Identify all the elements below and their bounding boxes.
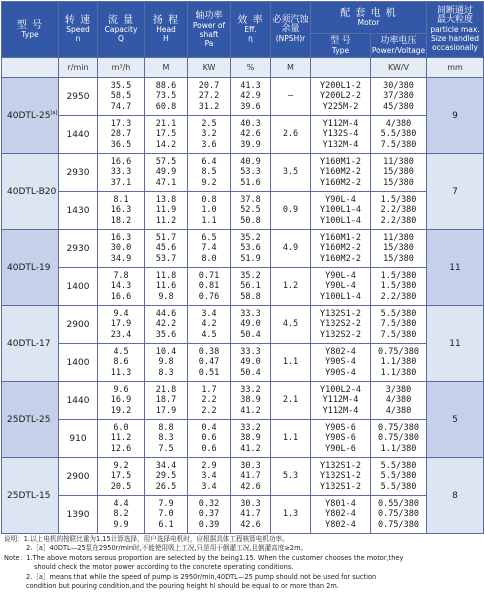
- table-row: [2, 382, 484, 420]
- notes: [4, 535, 482, 591]
- speed-cell: 2930: [59, 154, 98, 192]
- unit-speed: r/min: [59, 58, 98, 78]
- capacity-cell: 16.6 33.3 37.1: [98, 154, 145, 192]
- particle-cell: 9: [427, 78, 484, 154]
- npsh-cell: 0.9: [271, 192, 311, 230]
- unit-power: KW: [188, 58, 231, 78]
- note-cn-1: 说明：1.以上电机的按联比重为1.15计算选择，用户选择电机时，应根据具体工程核算电机功率。: [4, 535, 289, 543]
- capacity-cell: 4.5 8.6 11.3: [98, 344, 145, 382]
- motor-type-cell: Y160M1-2 Y160M2-2 Y160M2-2: [311, 154, 371, 192]
- header-capacity: 流 量 Capacity Q: [98, 2, 145, 58]
- type-cell: [2, 306, 59, 382]
- note-en-4: condition but pouring condition,and the pouring height hl should be equal to or more than 2m.: [26, 582, 339, 591]
- npsh-cell: 4.5: [271, 306, 311, 344]
- pump-type: 40DTL-25: [7, 111, 51, 121]
- particle-cell: 5: [427, 382, 484, 458]
- table-row: [2, 192, 484, 230]
- table-row: [2, 154, 484, 192]
- header-npsh: 必须汽蚀 余量 (NPSH)r: [271, 2, 311, 58]
- pump-type: 40DTL-19: [7, 262, 51, 273]
- header-head: 扬 程 Head H: [145, 2, 188, 58]
- type-cell: [2, 154, 59, 230]
- power-cell: 3.4 4.2 4.5: [188, 306, 231, 344]
- efficiency-cell: 30.3 41.7 42.6: [231, 496, 271, 534]
- head-cell: 21.8 18.7 17.9: [145, 382, 188, 420]
- efficiency-cell: 35.2 56.1 58.8: [231, 268, 271, 306]
- power-cell: 20.7 27.2 31.2: [188, 78, 231, 116]
- speed-cell: 1390: [59, 496, 98, 534]
- motor-power-cell: 11/380 15/380 15/380: [371, 230, 427, 268]
- motor-type-cell: Y801-4 Y802-4 Y802-4: [311, 496, 371, 534]
- head-cell: 13.8 11.9 11.2: [145, 192, 188, 230]
- table-row: [2, 78, 484, 116]
- capacity-cell: 9.2 17.5 20.5: [98, 458, 145, 496]
- head-cell: 11.8 11.6 9.8: [145, 268, 188, 306]
- power-cell: 2.5 3.2 3.6: [188, 116, 231, 154]
- unit-head: M: [145, 58, 188, 78]
- head-cell: 57.5 49.9 47.1: [145, 154, 188, 192]
- motor-power-cell: 0.75/380 0.75/380 1.1/380: [371, 420, 427, 458]
- npsh-cell: 4.9: [271, 230, 311, 268]
- capacity-cell: 9.4 17.9 23.4: [98, 306, 145, 344]
- unit-npsh: M: [271, 58, 311, 78]
- head-cell: 21.1 17.5 14.2: [145, 116, 188, 154]
- motor-power-cell: 1.5/380 2.2/380 2.2/380: [371, 192, 427, 230]
- unit-capacity: m³/h: [98, 58, 145, 78]
- type-cell: [2, 78, 59, 154]
- header-particle: 间断通过 最大粒度 particle max. Size handled occasionally: [427, 2, 484, 58]
- head-cell: 8.8 8.3 7.5: [145, 420, 188, 458]
- npsh-cell: 1.2: [271, 268, 311, 306]
- pump-type: 40DTL-17: [7, 338, 51, 349]
- power-cell: 0.8 1.0 1.1: [188, 192, 231, 230]
- head-cell: 44.6 42.2 35.6: [145, 306, 188, 344]
- efficiency-cell: 35.2 53.6 51.9: [231, 230, 271, 268]
- header-type: 型 号 Type: [2, 2, 59, 58]
- power-cell: 2.9 3.4 3.4: [188, 458, 231, 496]
- motor-power-cell: 1.5/380 1.5/380 2.2/380: [371, 268, 427, 306]
- npsh-cell: 1.1: [271, 344, 311, 382]
- capacity-cell: 6.0 11.2 12.6: [98, 420, 145, 458]
- speed-cell: 2950: [59, 78, 98, 116]
- table-row: [2, 306, 484, 344]
- efficiency-cell: 40.3 42.6 39.9: [231, 116, 271, 154]
- motor-type-cell: Y200L1-2 Y200L2-2 Y225M-2: [311, 78, 371, 116]
- footnote-marker: [a]: [50, 110, 58, 116]
- table-row: [2, 458, 484, 496]
- motor-type-cell: Y112M-4 Y132S-4 Y132M-4: [311, 116, 371, 154]
- motor-type-cell: Y90L-4 Y90L-4 Y100L1-4: [311, 268, 371, 306]
- speed-cell: 1400: [59, 268, 98, 306]
- type-cell: [2, 458, 59, 534]
- speed-cell: 1400: [59, 344, 98, 382]
- motor-type-cell: Y132S1-2 Y132S1-2 Y132S1-2: [311, 458, 371, 496]
- efficiency-cell: 41.3 42.9 39.6: [231, 78, 271, 116]
- power-cell: 0.4 0.6 0.6: [188, 420, 231, 458]
- efficiency-cell: 33.2 38.9 41.2: [231, 382, 271, 420]
- motor-power-cell: 11/380 15/380 15/380: [371, 154, 427, 192]
- npsh-cell: 2.6: [271, 116, 311, 154]
- table-body: [2, 78, 484, 534]
- capacity-cell: 4.4 8.2 9.9: [98, 496, 145, 534]
- particle-cell: 8: [427, 458, 484, 534]
- table-row: [2, 420, 484, 458]
- motor-type-cell: Y100L2-4 Y112M-4 Y112M-4: [311, 382, 371, 420]
- unit-particle: mm: [427, 58, 484, 78]
- speed-cell: 1440: [59, 382, 98, 420]
- npsh-cell: 1.3: [271, 496, 311, 534]
- capacity-cell: 9.6 16.9 19.2: [98, 382, 145, 420]
- head-cell: 51.7 45.6 53.7: [145, 230, 188, 268]
- table-row: [2, 496, 484, 534]
- motor-power-cell: 0.75/380 1.1/380 1.1/380: [371, 344, 427, 382]
- efficiency-cell: 33.2 38.9 41.2: [231, 420, 271, 458]
- particle-cell: 11: [427, 306, 484, 382]
- header-motor-power: 功率电压 Power/Voltage: [371, 34, 427, 58]
- pump-performance-table: [1, 1, 484, 534]
- speed-cell: 1430: [59, 192, 98, 230]
- efficiency-cell: 33.3 49.0 50.4: [231, 344, 271, 382]
- unit-efficiency: %: [231, 58, 271, 78]
- efficiency-cell: 33.3 49.0 50.4: [231, 306, 271, 344]
- motor-type-cell: Y132S1-2 Y132S2-2 Y132S2-2: [311, 306, 371, 344]
- npsh-cell: 5.3: [271, 458, 311, 496]
- speed-cell: 910: [59, 420, 98, 458]
- motor-type-cell: Y160M1-2 Y160M2-2 Y160M2-2: [311, 230, 371, 268]
- pump-type: 25DTL-25: [7, 414, 51, 425]
- note-cn-2: 2.［a］40DTL—25泵在2950r/min时,不能使用吸上工况,只是用于倒灌工况,且倒灌高度≥2m。: [26, 544, 308, 553]
- motor-power-cell: 5.5/380 7.5/380 7.5/380: [371, 306, 427, 344]
- power-cell: 0.32 0.37 0.39: [188, 496, 231, 534]
- npsh-cell: 2.1: [271, 382, 311, 420]
- capacity-cell: 17.3 28.7 36.5: [98, 116, 145, 154]
- units-row: [2, 58, 484, 78]
- particle-cell: 11: [427, 230, 484, 306]
- efficiency-cell: 30.3 41.7 42.6: [231, 458, 271, 496]
- speed-cell: 1440: [59, 116, 98, 154]
- motor-power-cell: 30/380 37/380 45/380: [371, 78, 427, 116]
- capacity-cell: 8.1 16.3 18.2: [98, 192, 145, 230]
- pump-type: 40DTL-B20: [7, 186, 57, 197]
- note-en-2: should check the motor power according to the concrete operating conditions.: [34, 563, 294, 572]
- head-cell: 10.4 9.8 8.3: [145, 344, 188, 382]
- motor-power-cell: 0.55/380 0.75/380 0.75/380: [371, 496, 427, 534]
- head-cell: 7.9 7.0 6.1: [145, 496, 188, 534]
- motor-type-cell: Y802-4 Y90S-4 Y90S-4: [311, 344, 371, 382]
- header-motor-type: 型 号 Type: [311, 34, 371, 58]
- head-cell: 88.6 73.5 60.8: [145, 78, 188, 116]
- power-cell: 1.7 2.2 2.2: [188, 382, 231, 420]
- power-cell: 0.38 0.47 0.51: [188, 344, 231, 382]
- note-en-3: 2.［a］means that while the speed of pump is 2950r/min,40DTL—25 pump should not be used for suction: [26, 572, 377, 581]
- power-cell: 6.4 8.5 9.2: [188, 154, 231, 192]
- type-cell: [2, 230, 59, 306]
- pump-type: 25DTL-15: [7, 490, 51, 501]
- type-cell: [2, 382, 59, 458]
- speed-cell: 2930: [59, 230, 98, 268]
- header-power: 轴功率 Power of shaft Pa: [188, 2, 231, 58]
- note-en-1: Note：1.The above motors serous proportion are selected by the being1.15. When the customer chooses the motor,they: [4, 553, 404, 562]
- power-cell: 6.5 7.4 8.0: [188, 230, 231, 268]
- npsh-cell: 1.1: [271, 420, 311, 458]
- speed-cell: 2900: [59, 306, 98, 344]
- table-row: [2, 268, 484, 306]
- capacity-cell: 16.3 30.0 34.9: [98, 230, 145, 268]
- power-cell: 0.71 0.81 0.76: [188, 268, 231, 306]
- particle-cell: 7: [427, 154, 484, 230]
- npsh-cell: —: [271, 78, 311, 116]
- efficiency-cell: 40.9 53.3 51.6: [231, 154, 271, 192]
- header-speed: 转 速 Speed n: [59, 2, 98, 58]
- capacity-cell: 35.5 58.5 74.7: [98, 78, 145, 116]
- speed-cell: 2900: [59, 458, 98, 496]
- motor-power-cell: 4/380 5.5/380 7.5/380: [371, 116, 427, 154]
- efficiency-cell: 37.8 52.5 50.8: [231, 192, 271, 230]
- npsh-cell: 3.5: [271, 154, 311, 192]
- unit-motor-power: KW/V: [371, 58, 427, 78]
- table-row: [2, 344, 484, 382]
- header-efficiency: 效 率 Eff. η: [231, 2, 271, 58]
- table-row: [2, 116, 484, 154]
- motor-power-cell: 5.5/380 5.5/380 5.5/380: [371, 458, 427, 496]
- head-cell: 34.4 29.5 26.5: [145, 458, 188, 496]
- motor-power-cell: 3/380 4/380 4/380: [371, 382, 427, 420]
- capacity-cell: 7.8 14.3 16.6: [98, 268, 145, 306]
- table-row: [2, 230, 484, 268]
- motor-type-cell: Y90S-6 Y90S-6 Y90L-6: [311, 420, 371, 458]
- motor-type-cell: Y90L-4 Y100L1-4 Y100L1-4: [311, 192, 371, 230]
- header-motor: 配 套 电 机 Motor: [311, 2, 427, 34]
